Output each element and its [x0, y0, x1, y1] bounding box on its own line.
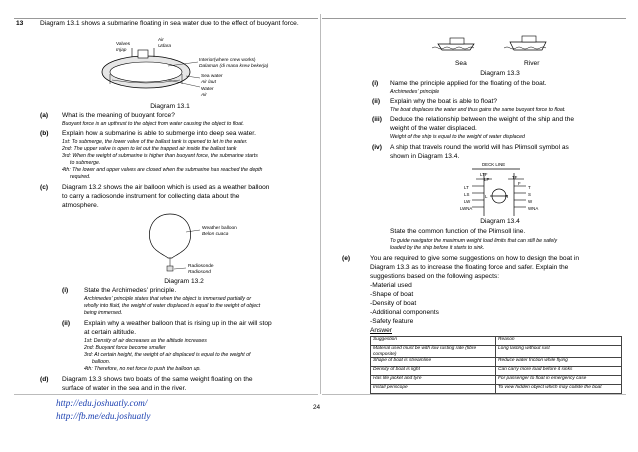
- part-b-answer-2: 2nd: The upper valve is open to let out the trapped air inside the ballast tank: [62, 146, 237, 152]
- label-radiosonde: Radiosonde Radiosond: [188, 264, 214, 275]
- table-row: [371, 385, 622, 394]
- part-d-ii-label: (ii): [372, 98, 381, 105]
- plimsoll-s: S: [528, 192, 531, 197]
- part-b-question: Explain how a submarine is able to submerge into deep sea water.: [62, 130, 256, 137]
- plimsoll-w: W: [528, 199, 533, 204]
- bottom-rule-left: [14, 394, 318, 395]
- top-rule-right: [322, 18, 626, 19]
- part-d-q1: Diagram 13.3 shows two boats of the same weight floating on the: [62, 376, 253, 383]
- part-c-ii-label: (ii): [62, 320, 71, 327]
- aspect-4: -Additional components: [370, 309, 439, 316]
- part-b-answer-4b: required.: [70, 174, 91, 180]
- plimsoll-wna: WNA: [528, 206, 539, 211]
- label-sea-water: Sea water Air laut: [201, 74, 223, 85]
- question-intro: Diagram 13.1 shows a submarine floating in sea water due to the effect of buoyant force.: [40, 20, 299, 27]
- table-row: [371, 376, 622, 385]
- table-row: [371, 358, 622, 367]
- caption-diagram-13-4: Diagram 13.4: [480, 218, 520, 225]
- part-a-answer: Buoyant force is an upthrust to the object from water causing the object to float.: [62, 121, 244, 127]
- plimsoll-tf: TF: [512, 175, 518, 180]
- part-d-iii-answer: Weight of the ship is equal to the weight of water displaced: [390, 134, 525, 140]
- part-b-answer-4: 4th: The lower and upper valves are closed when the submarine has reached the depth: [62, 167, 263, 173]
- label-river: River: [524, 60, 540, 67]
- part-c-label: (c): [40, 184, 49, 191]
- part-d-iv-answer-1: To guide navigator the maximum weight load limits that can still be safely: [390, 238, 558, 244]
- page-number: 24: [313, 404, 321, 411]
- part-c-ii-a2: 2nd: Buoyant force become smaller: [84, 345, 166, 351]
- part-c-q1: Diagram 13.2 shows the air balloon which is used as a weather balloon: [62, 184, 270, 191]
- part-c-i-label: (i): [62, 287, 69, 294]
- aspect-3: -Density of boat: [370, 300, 417, 307]
- column-divider: [320, 14, 321, 394]
- aspect-2: -Shape of boat: [370, 291, 414, 298]
- part-c-ii-a3b: balloon.: [92, 359, 111, 365]
- part-c-ii-q2: at certain altitude.: [84, 329, 137, 336]
- table-header: Suggestion: [371, 337, 496, 346]
- part-d-ii-question: Explain why the boat is able to float?: [390, 98, 498, 105]
- part-a-question: What is the meaning of buoyant force?: [62, 112, 175, 119]
- table-cell: Density of boat is light: [371, 367, 496, 376]
- aspect-5: -Safety feature: [370, 318, 414, 325]
- label-sea: Sea: [455, 60, 467, 67]
- answer-heading: Answer: [370, 327, 392, 334]
- label-air: Air Udara: [158, 38, 172, 49]
- part-d-ii-answer: The boat displaces the water and thus gains the same buoyant force to float.: [390, 107, 566, 113]
- part-d-iv-q2: shown in Diagram 13.4.: [390, 153, 460, 160]
- plimsoll-l: L: [485, 194, 488, 199]
- caption-diagram-13-3: Diagram 13.3: [480, 70, 520, 77]
- plimsoll-r: R: [505, 194, 509, 199]
- part-b-answer-3: 3rd: When the weight of submarine is higher than buoyant force, the submarine starts: [62, 153, 258, 159]
- part-c-q2: to carry a radiosonde instrument for collecting data about the: [62, 193, 240, 200]
- plimsoll-ls: LS: [464, 192, 470, 197]
- part-c-ii-q1: Explain why a weather balloon that is rising up in the air will stop: [84, 320, 272, 327]
- plimsoll-diagram: [458, 162, 548, 220]
- part-d-label: (d): [40, 376, 49, 383]
- part-c-i-answer-3: being immersed.: [84, 310, 123, 316]
- plimsoll-ltf: LTF: [480, 172, 488, 177]
- aspect-1: -Material used: [370, 282, 412, 289]
- part-d-iv-answer-2: loaded by the ship before it starts to sink.: [390, 245, 485, 251]
- footer-link-website[interactable]: http://edu.joshuatly.com/: [56, 398, 148, 408]
- part-d-i-answer: Archimedes' principle: [390, 89, 440, 95]
- label-weather-balloon: Weather balloon Belon cuaca: [202, 226, 237, 237]
- part-d-i-question: Name the principle applied for the floating of the boat.: [390, 80, 547, 87]
- part-c-ii-a4: 4th: Therefore, no net force to push the balloon up.: [84, 366, 201, 372]
- part-c-i-question: State the Archimedes' principle.: [84, 287, 177, 294]
- part-d-iii-label: (iii): [372, 116, 382, 123]
- part-e-q3: suggestions based on the following aspects:: [370, 273, 500, 280]
- label-valves: Valves Injap: [116, 42, 131, 53]
- plimsoll-t: T: [528, 185, 531, 190]
- part-c-i-answer-1: Archimedes' principle states that when the object is immersed partially or: [84, 296, 252, 302]
- table-cell: For passenger to float in emergency case: [496, 376, 622, 385]
- top-rule-left: [14, 18, 318, 19]
- part-d-iv-q3: State the common function of the Plimsoll line.: [390, 228, 526, 235]
- part-e-q1: You are required to give some suggestions on how to design the boat in: [370, 255, 580, 262]
- suggestion-table: [370, 336, 622, 394]
- part-a-label: (a): [40, 112, 49, 119]
- table-cell: Material used must be with low rusting rate (fibre composite): [371, 346, 496, 358]
- table-header-row: [371, 337, 622, 346]
- part-b-answer-1: 1st: To submerge, the lower valve of the ballast tank is opened to let in the water.: [62, 139, 248, 145]
- table-header: Reason: [496, 337, 622, 346]
- caption-diagram-13-1: Diagram 13.1: [150, 103, 190, 110]
- part-d-i-label: (i): [372, 80, 379, 87]
- boats-diagram: [430, 24, 560, 58]
- table-cell: Can carry more load before it sinks: [496, 367, 622, 376]
- table-cell: Long lasting without rust: [496, 346, 622, 358]
- part-c-i-answer-2: wholly into fluid, the weight of water displaced is equal to the weight of object: [84, 303, 261, 309]
- plimsoll-f: F: [518, 181, 521, 186]
- table-row: [371, 346, 622, 358]
- part-c-q3: atmosphere.: [62, 202, 99, 209]
- label-water: Water Air: [201, 87, 214, 98]
- submarine-diagram: [88, 40, 268, 102]
- part-e-q2: Diagram 13.3 as to increase the floating force and safer. Explain the: [370, 264, 569, 271]
- part-b-answer-3b: to submerge.: [70, 160, 101, 166]
- caption-diagram-13-2: Diagram 13.2: [164, 278, 204, 285]
- plimsoll-lwna: LWNA: [460, 206, 473, 211]
- plimsoll-lt: LT: [464, 185, 469, 190]
- part-c-ii-a1: 1st: Density of air decreases as the altitude increases: [84, 338, 207, 344]
- plimsoll-lw: LW: [464, 199, 471, 204]
- table-cell: Shape of boat is streamline: [371, 358, 496, 367]
- table-cell: Reduce water friction while flying: [496, 358, 622, 367]
- part-d-iv-label: (iv): [372, 144, 382, 151]
- part-d-iii-q1: Deduce the relationship between the weight of the ship and the: [390, 116, 575, 123]
- table-cell: To view hidden object which may collide the boat: [496, 385, 622, 394]
- part-b-label: (b): [40, 130, 49, 137]
- question-number: 13: [16, 20, 24, 27]
- part-d-iii-q2: weight of the water displaced.: [390, 125, 477, 132]
- table-cell: Has life jacket and tyre: [371, 376, 496, 385]
- label-interior: Interior(where crew works) Dalaman (di mana krew bekerja): [199, 58, 269, 69]
- table-cell: Install periscope: [371, 385, 496, 394]
- part-d-iv-q1: A ship that travels round the world will has Plimsoll symbol as: [390, 144, 569, 151]
- plimsoll-lf: LF: [484, 177, 490, 182]
- part-c-ii-a3: 3rd: At certain height, the weight of air displaced is equal to the weight of: [84, 352, 251, 358]
- table-row: [371, 367, 622, 376]
- footer-link-facebook[interactable]: http://fb.me/edu.joshuatly: [56, 411, 151, 421]
- plimsoll-deck-line: DECK LINE: [482, 162, 506, 167]
- part-e-label: (e): [342, 255, 351, 262]
- part-d-q2: surface of water in the sea and in the river.: [62, 385, 187, 392]
